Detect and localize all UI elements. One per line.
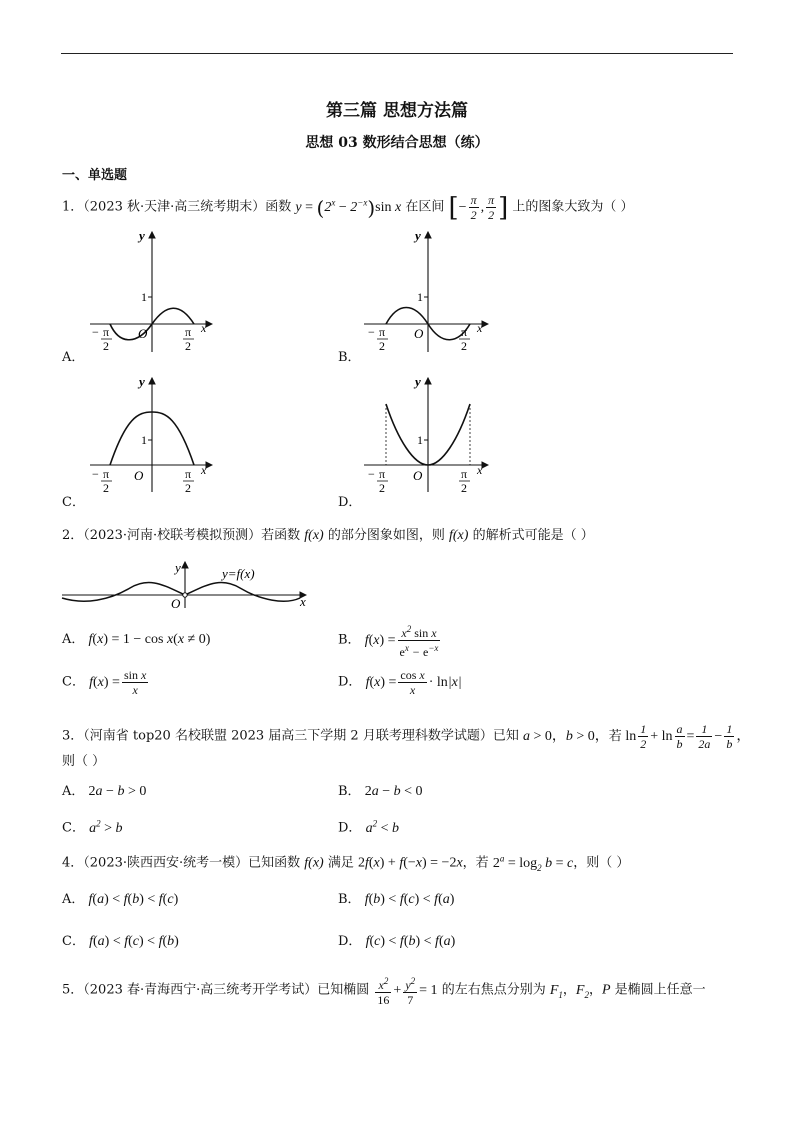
svg-text:O: O xyxy=(134,468,144,483)
q2-option-c-expr: f(x) = $\frac{\text{sin x}}{x}$ xyxy=(89,668,147,697)
q5-tail: 的左右焦点分别为 $F_1$，$F_2$，P 是椭圆上任意一 xyxy=(441,982,706,1000)
q3-then: 则（ ） xyxy=(62,754,106,769)
svg-text:π: π xyxy=(103,467,110,481)
q1-tail: 上的图象大致为（ ） xyxy=(512,199,634,215)
q2-lead: 2．（2023·河南·校联考模拟预测）若函数 xyxy=(62,528,301,543)
svg-text:π: π xyxy=(461,467,468,481)
q4-stem xyxy=(62,848,629,877)
q1-graph-b xyxy=(364,228,488,353)
q4-option-d[interactable]: D． f(c) < f(b) < f(a) xyxy=(338,934,456,949)
svg-text:x: x xyxy=(201,321,207,335)
q2-stem xyxy=(62,526,594,546)
q1-option-b[interactable]: B． xyxy=(338,350,361,365)
q2-fx-2: f(x) xyxy=(449,528,469,543)
q1-mid: 在区间 xyxy=(405,199,445,215)
q4-option-a[interactable]: A． f(a) < f(b) < f(c) xyxy=(62,892,179,907)
svg-text:2: 2 xyxy=(103,339,109,353)
svg-text:2: 2 xyxy=(461,339,467,353)
svg-text:O: O xyxy=(171,596,181,611)
svg-text:x: x xyxy=(300,594,306,609)
svg-text:x: x xyxy=(477,463,483,477)
svg-text:O: O xyxy=(138,326,148,341)
q3-option-a[interactable]: A． 2a − b > 0 xyxy=(62,784,147,799)
q1-option-d[interactable]: D． xyxy=(338,495,362,510)
svg-text:1: 1 xyxy=(417,290,423,304)
svg-text:π: π xyxy=(379,325,386,339)
q3-option-d[interactable]: D． $a^2 < b$ xyxy=(338,818,399,836)
q1-option-a[interactable]: A． xyxy=(62,350,85,365)
svg-text:−: − xyxy=(368,467,375,481)
svg-text:π: π xyxy=(185,325,192,339)
q2-option-b[interactable]: B． f(x) = $\frac{x^2 \sin x}{e^x - e^{-x}}$ xyxy=(338,622,442,659)
q2-option-c[interactable]: C． f(x) = $\frac{\text{sin x}}{x}$ xyxy=(62,668,150,697)
svg-text:2: 2 xyxy=(103,481,109,495)
q1-function: $y = (2^x - 2^{-x})\sin$ x xyxy=(295,195,402,220)
svg-text:1: 1 xyxy=(417,433,423,447)
q2-fx: f(x) xyxy=(304,528,324,543)
section-heading: 一、单选题 xyxy=(62,168,128,183)
q1-graph-a xyxy=(90,228,212,353)
q2-option-b-expr: f(x) = $\frac{x^2 \sin x}{e^x - e^{-x}}$ xyxy=(364,624,439,659)
q4-lead: 4．（2023·陕西西安·统考一模）已知函数 xyxy=(62,855,301,871)
svg-text:x: x xyxy=(201,463,207,477)
q4-fx: f(x) xyxy=(304,855,324,871)
svg-text:1: 1 xyxy=(141,290,147,304)
svg-text:−: − xyxy=(92,467,99,481)
svg-text:π: π xyxy=(103,325,110,339)
q1-graph-d xyxy=(364,374,488,495)
q2-option-a-expr: f(x) = 1 − cos x(x ≠ 0) xyxy=(88,632,211,647)
svg-text:2: 2 xyxy=(379,481,385,495)
svg-text:2: 2 xyxy=(379,339,385,353)
q5-stem xyxy=(62,974,706,1007)
q4-option-b[interactable]: B． f(b) < f(c) < f(a) xyxy=(338,892,455,907)
svg-text:y: y xyxy=(415,374,421,389)
q1-interval: [− $\frac{\pi}{2}$ , $\frac{\pi}{2}$ ] xyxy=(448,192,509,223)
q2-option-a[interactable]: A． f(x) = 1 − cos x(x ≠ 0) xyxy=(62,632,211,647)
q3-option-c[interactable]: C． $a^2 > b$ xyxy=(62,818,123,836)
svg-text:−: − xyxy=(92,325,99,339)
page-subtitle: 思想 03 数形结合思想（练） xyxy=(305,135,489,151)
svg-text:x: x xyxy=(477,321,483,335)
q2-graph xyxy=(62,560,306,611)
svg-text:π: π xyxy=(379,467,386,481)
svg-text:y: y xyxy=(139,374,145,389)
q3-condition: a > 0，b > 0，若 ln $\frac{1}{2}$ + ln $\frac{a}{b}$ = $\frac{1}{2a}$ − $\frac{1}{b}$ ， xyxy=(522,722,751,751)
q4-condition: 满足 2f(x) + f(−x) = −2x，若 $2^a = \log_2 b = c$，则（ ） xyxy=(327,853,630,873)
svg-text:y: y xyxy=(139,228,145,243)
svg-text:2: 2 xyxy=(185,339,191,353)
svg-text:2: 2 xyxy=(461,481,467,495)
q2-option-d-expr: f(x) = $\frac{\text{cos x}}{x}$ · ln|x| xyxy=(365,668,462,697)
svg-text:y: y xyxy=(175,560,181,575)
q3-stem xyxy=(62,722,750,751)
svg-text:y: y xyxy=(415,228,421,243)
q4-option-c[interactable]: C． f(a) < f(c) < f(b) xyxy=(62,934,179,949)
svg-text:2: 2 xyxy=(185,481,191,495)
q1-graph-c xyxy=(90,374,212,495)
q1-option-c[interactable]: C． xyxy=(62,495,85,510)
svg-text:π: π xyxy=(185,467,192,481)
q3-lead: 3．（河南省 top20 名校联盟 2023 届高三下学期 2 月联考理科数学试题）已知 xyxy=(62,728,519,744)
svg-text:O: O xyxy=(413,468,423,483)
q2-mid: 的部分图象如图，则 xyxy=(327,528,445,543)
q5-lead: 5．（2023 春·青海西宁·高三统考开学考试）已知椭圆 xyxy=(62,982,370,998)
q3-option-b[interactable]: B． 2a − b < 0 xyxy=(338,784,423,799)
q1-lead: 1．（2023 秋·天津·高三统考期末）函数 xyxy=(62,199,292,215)
svg-text:O: O xyxy=(414,326,424,341)
q2-tail: 的解析式可能是（ ） xyxy=(472,528,594,543)
svg-text:1: 1 xyxy=(141,433,147,447)
page-title: 第三篇 思想方法篇 xyxy=(326,101,468,121)
svg-text:π: π xyxy=(461,325,468,339)
q2-curve-label: y=f(x) xyxy=(222,566,255,581)
svg-text:−: − xyxy=(368,325,375,339)
q2-option-d[interactable]: D． f(x) = $\frac{\text{cos x}}{x}$ · ln|x| xyxy=(338,668,462,697)
q5-ellipse: $\frac{x^2}{16}$ + $\frac{y^2}{7}$ = 1 xyxy=(377,976,438,1007)
